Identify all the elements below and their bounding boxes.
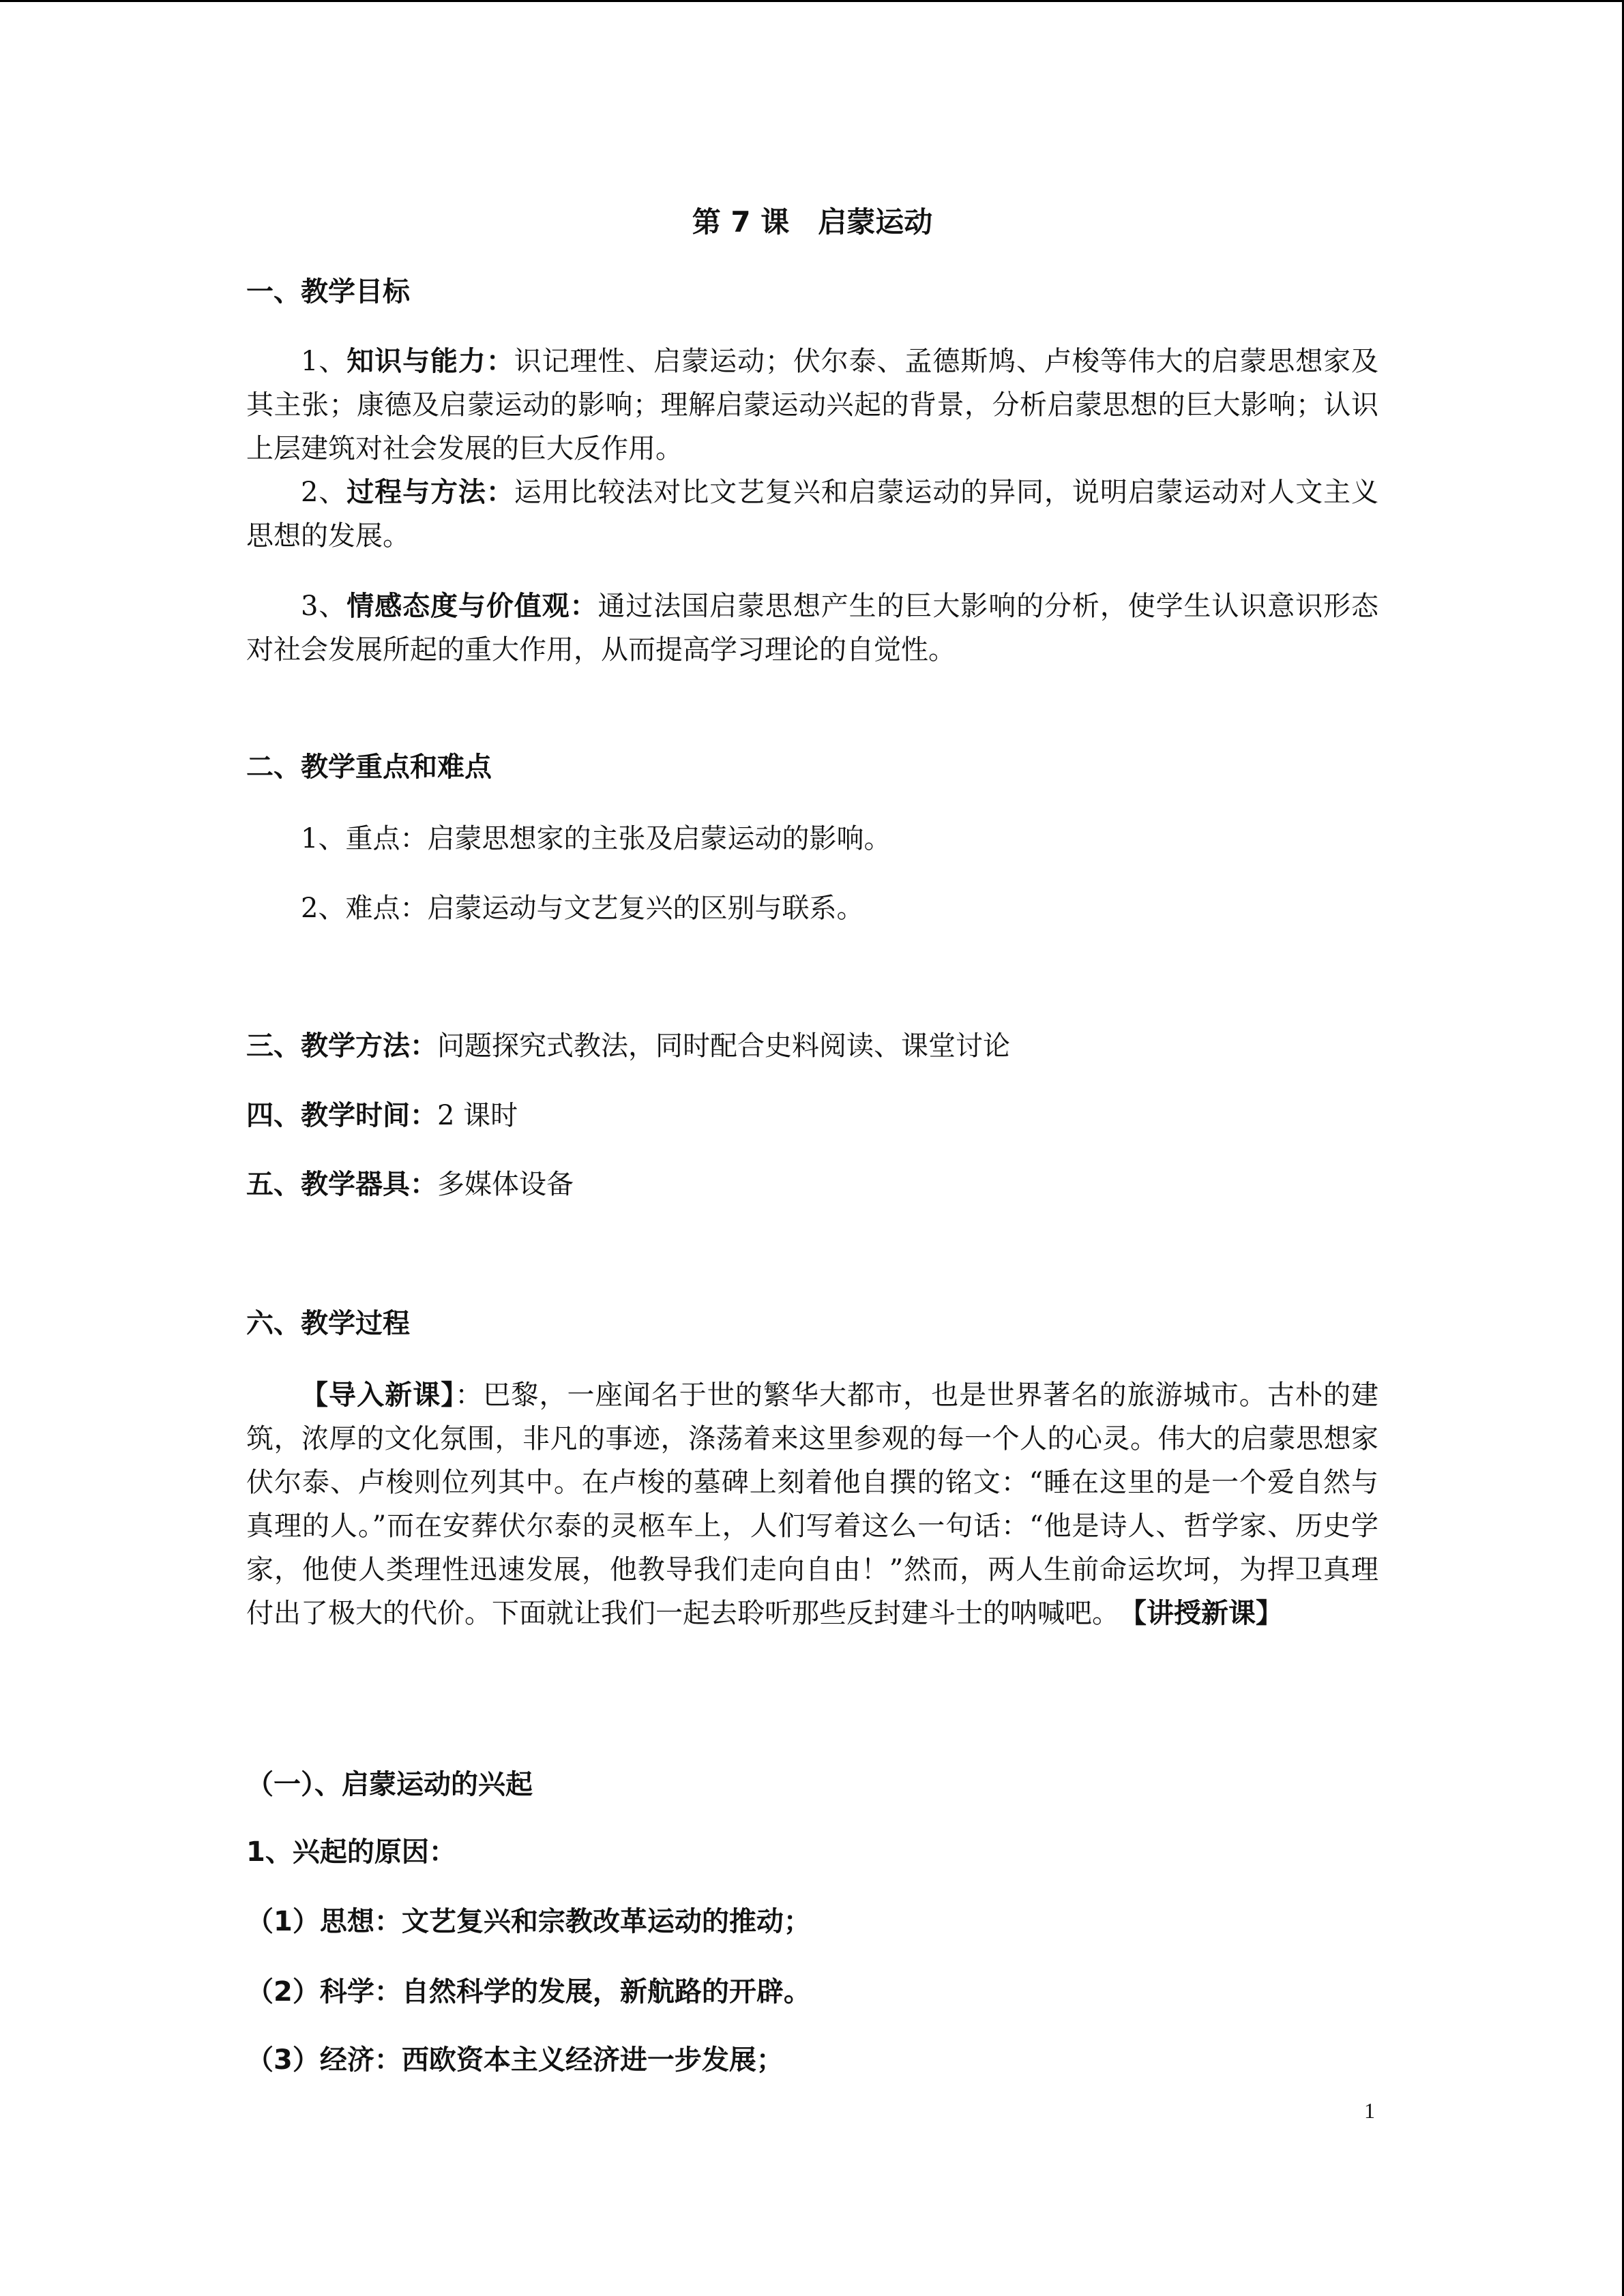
goal-process	[246, 471, 1378, 558]
teaching-time-value: 2 课时	[437, 1100, 518, 1131]
section-heading-process: 六、教学过程	[246, 1308, 410, 1339]
teaching-method-label: 三、教学方法：	[246, 1030, 437, 1062]
teaching-time-label: 四、教学时间：	[246, 1100, 437, 1131]
section-heading-goals: 一、教学目标	[246, 276, 410, 308]
section-heading-key-points: 二、教学重点和难点	[246, 751, 492, 783]
goal-knowledge	[246, 340, 1378, 471]
teaching-method	[246, 1024, 1378, 1068]
goal-prefix: 1、	[301, 346, 347, 377]
rise-causes-heading: 1、兴起的原因：	[246, 1836, 456, 1868]
page-title: 第 7 课 启蒙运动	[692, 205, 933, 239]
cause-item: （1）思想：文艺复兴和宗教改革运动的推动；	[246, 1906, 811, 1937]
teaching-time	[246, 1094, 1378, 1137]
goal-values	[246, 584, 1378, 672]
lecture-label: 【讲授新课】	[1133, 1598, 1283, 1629]
difficulty-point: 2、难点：启蒙运动与文艺复兴的区别与联系。	[301, 893, 864, 924]
intro-label: 【导入新课】	[301, 1380, 456, 1411]
page-number: 1	[1364, 2098, 1375, 2123]
goal-text: 通过法国启蒙思想产生的巨大影响的分析，使学生认识意识形态对社会发展所起的重大作用，从而提高学习理论的自觉性。	[246, 591, 1379, 666]
top-border-line	[0, 0, 1624, 2]
goal-label: 过程与方法：	[346, 477, 514, 508]
intro-text: ：巴黎，一座闻名于世的繁华大都市，也是世界著名的旅游城市。古朴的建筑，浓厚的文化氛围，非凡的事迹，涤荡着来这里参观的每一个人的心灵。伟大的启蒙思想家伏尔泰、卢梭则位列其中。在卢梭的墓碑上刻着他自撰的铭文：“睡在这里的是一个爱自然与真理的人。”而在安葬伏尔泰的灵柩车上，人们写着这么一句话：“他是诗人、哲学家、历史学家，他使人类理性迅速发展，他教导我们走向自由！”然而，两人生前命运坎坷，为捍卫真理付出了极大的代价。下面就让我们一起去聆听那些反封建斗士的呐喊吧。	[246, 1380, 1379, 1629]
cause-item: （3）经济：西欧资本主义经济进一步发展；	[246, 2044, 784, 2076]
teaching-tools-label: 五、教学器具：	[246, 1169, 437, 1200]
goal-text: 运用比较法对比文艺复兴和启蒙运动的异同，说明启蒙运动对人文主义思想的发展。	[246, 477, 1379, 552]
goal-label: 情感态度与价值观：	[346, 591, 598, 622]
part-heading-rise: （一）、启蒙运动的兴起	[246, 1769, 533, 1800]
goal-prefix: 2、	[301, 477, 347, 508]
teaching-tools	[246, 1163, 1378, 1206]
goal-prefix: 3、	[301, 591, 347, 622]
intro-paragraph	[246, 1373, 1378, 1635]
goal-label: 知识与能力：	[346, 346, 514, 377]
key-point: 1、重点：启蒙思想家的主张及启蒙运动的影响。	[301, 823, 891, 854]
goal-text: 识记理性、启蒙运动；伏尔泰、孟德斯鸠、卢梭等伟大的启蒙思想家及其主张；康德及启蒙运动的影响；理解启蒙运动兴起的背景，分析启蒙思想的巨大影响；认识上层建筑对社会发展的巨大反作用。	[246, 346, 1379, 464]
teaching-tools-value: 多媒体设备	[437, 1169, 574, 1200]
teaching-method-value: 问题探究式教法，同时配合史料阅读、课堂讨论	[437, 1030, 1010, 1062]
cause-item: （2）科学：自然科学的发展，新航路的开辟。	[246, 1976, 811, 2008]
